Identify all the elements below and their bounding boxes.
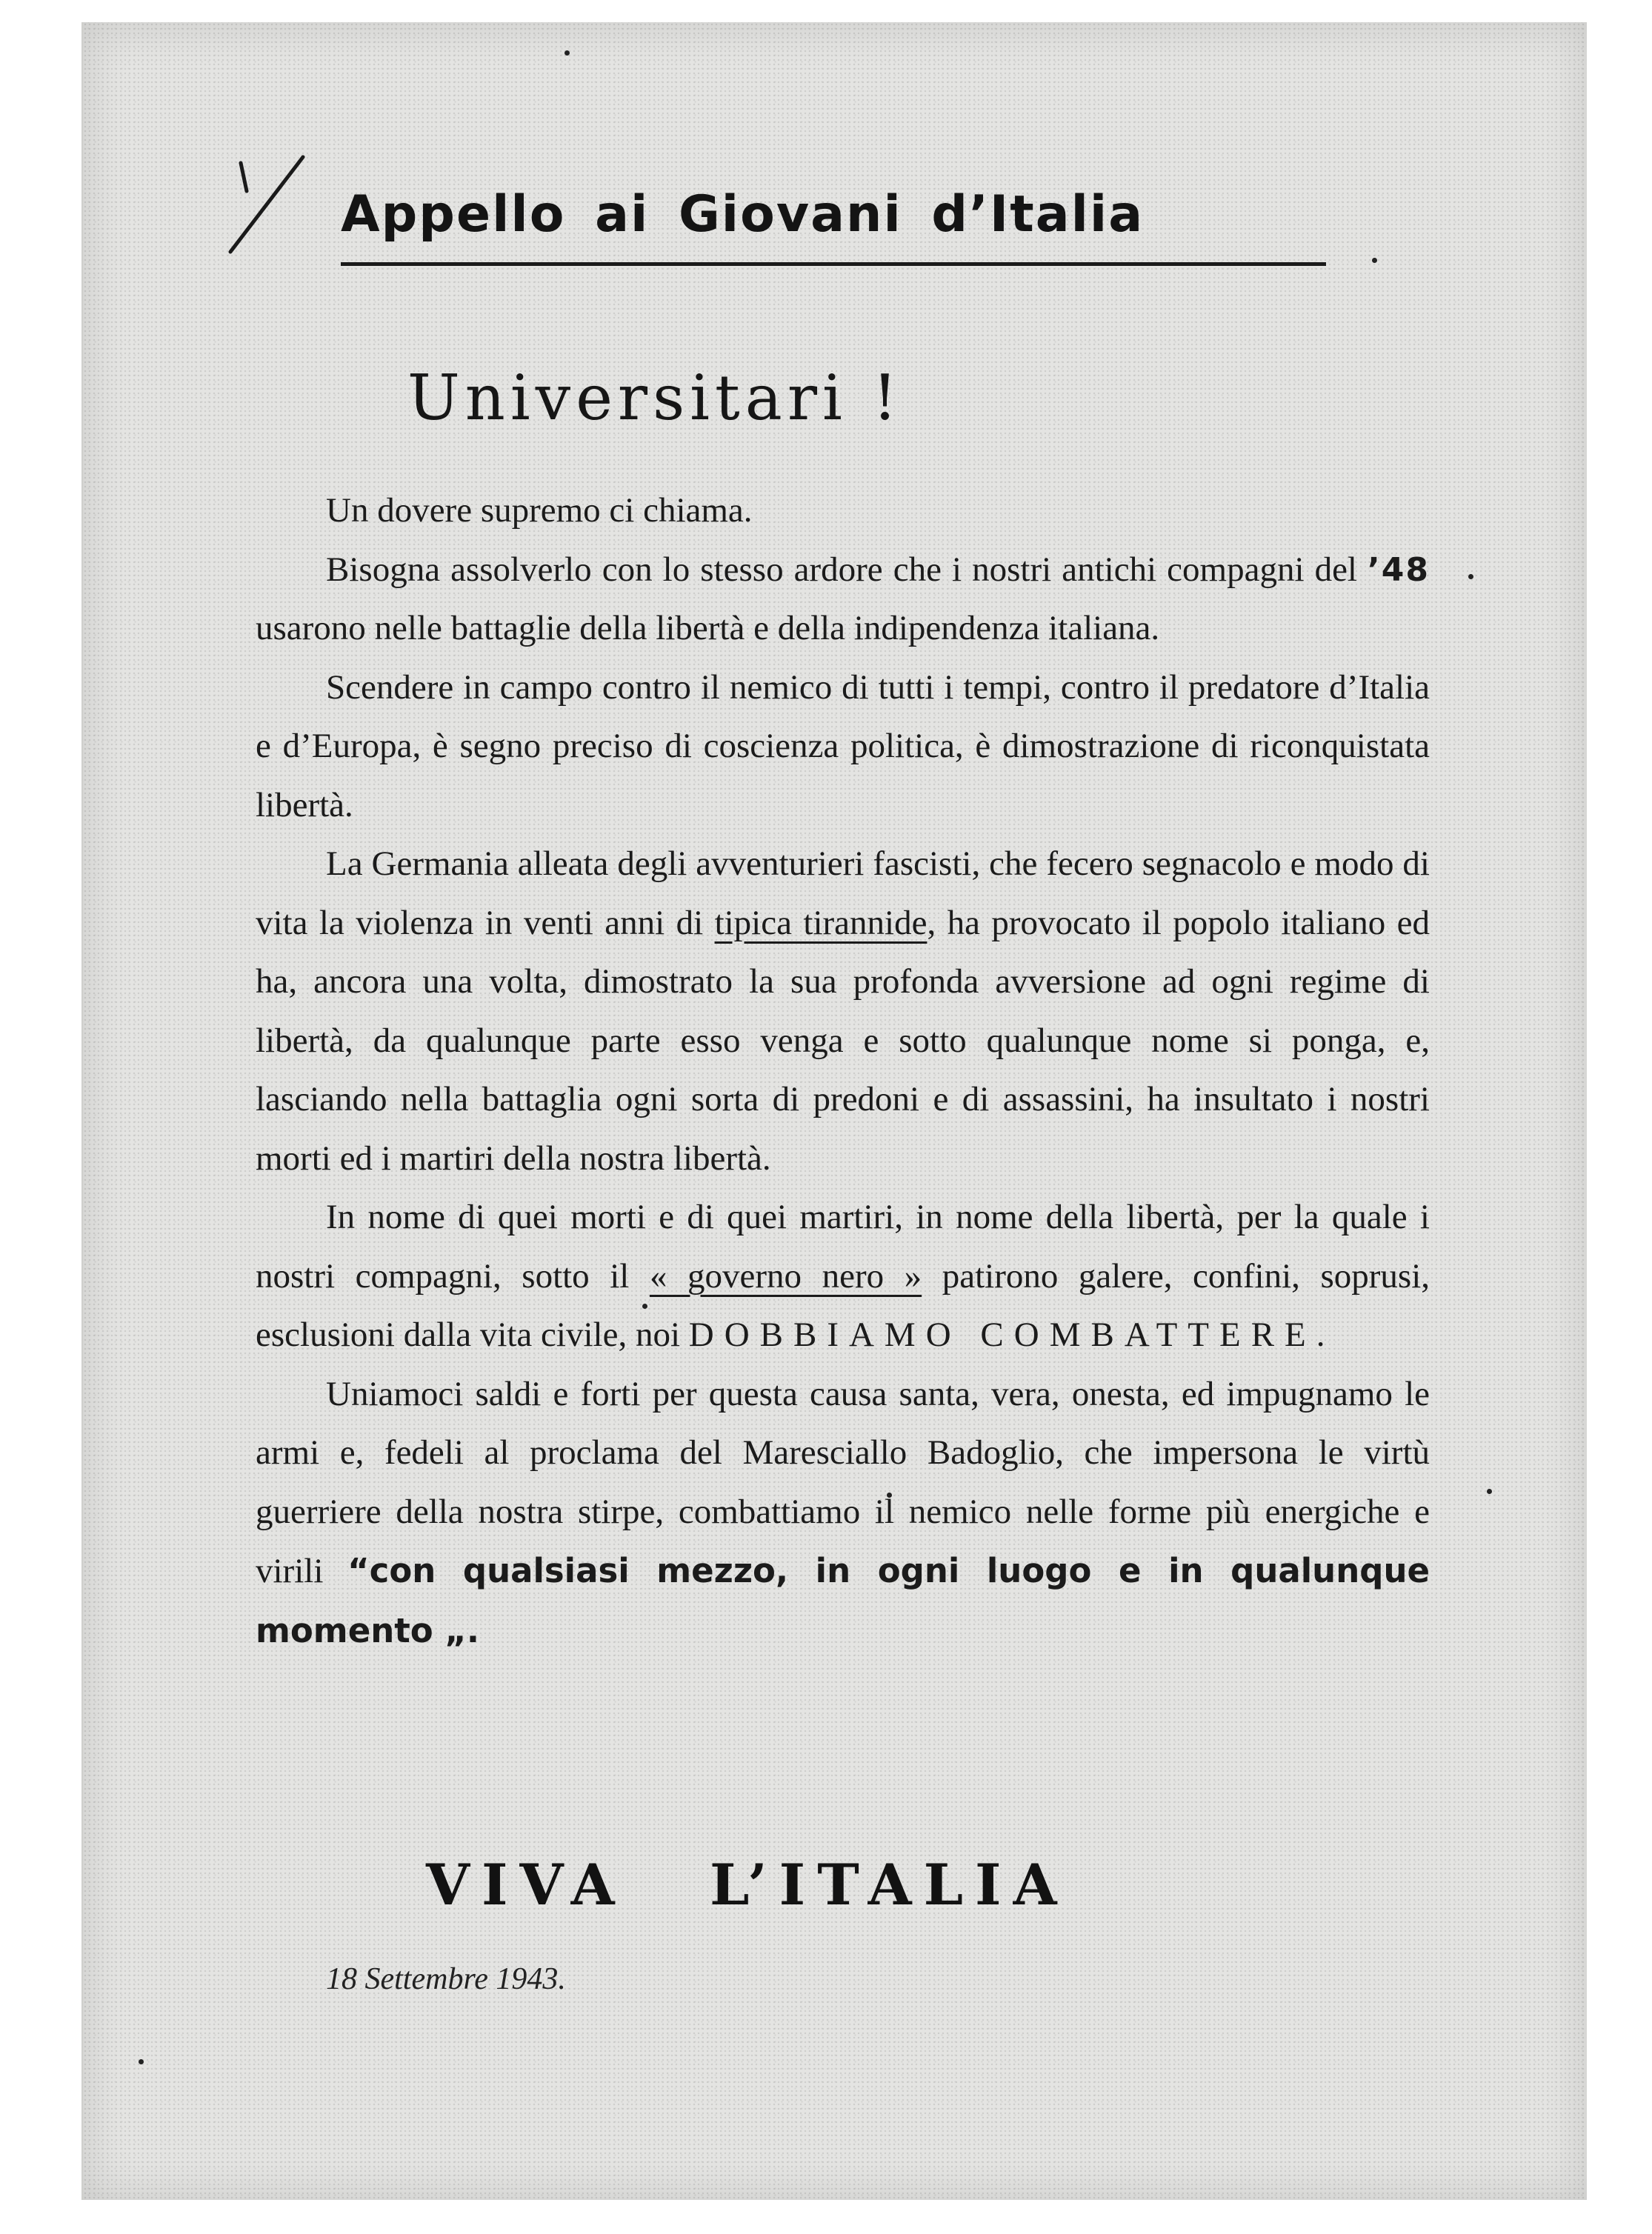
paragraph-2-text-a: Bisogna assolverlo con lo stesso ardore che i nostri antichi compagni del [326,550,1368,589]
paragraph-5-text-a: In nome di quei morti e di quei martiri, in nome della libertà, per la quale i nostri compagni, sotto il [256,1198,1430,1296]
paragraph-4 [256,835,1430,1188]
paragraph-6-text-a: Uniamoci saldi e forti per questa causa santa, vera, onesta, ed impugnamo le armi e, fedeli al proclama del Maresciallo Badoglio, che impersona le virtù guerriere della nostra stirpe, combattiamo il nemico nelle forme più energiche e virili [256,1374,1430,1590]
paragraph-6 [256,1365,1430,1661]
paragraph-5 [256,1188,1430,1365]
ink-speck [1372,258,1377,263]
underlined-phrase: tipica tirannide [714,903,927,942]
ink-speck [1468,574,1473,579]
underlined-phrase: « governo nero » [649,1256,922,1296]
year-48: ’48 [1368,550,1430,589]
document-date: 18 Settembre 1943. [326,1962,566,1996]
paragraph-1 [256,481,1430,541]
paragraph-1-text: Un dovere supremo ci chiama. [326,491,753,530]
letter-body [256,481,1430,1661]
bold-quote: “con qualsiasi mezzo, in ogni luogo e in qualunque momento „. [256,1551,1430,1650]
spaced-emphasis: DOBBIAMO COMBATTERE [688,1316,1316,1354]
title-underline [341,262,1326,266]
paragraph-5-text-b: patirono galere, confini, soprusi, esclusioni dalla vita civile, noi [256,1256,1430,1354]
ink-speck [1487,1489,1492,1494]
paragraph-3 [256,658,1430,836]
ink-speck [139,2059,144,2064]
page-subtitle: Universitari ! [407,361,903,434]
ink-speck [564,50,570,56]
paragraph-3-text: Scendere in campo contro il nemico di tutti i tempi, contro il predatore d’Italia e d’Europa, è segno preciso di coscienza politica, è dimostrazione di riconquistata libertà. [256,667,1430,824]
handwritten-mark-icon [220,148,316,259]
paragraph-2 [256,541,1430,658]
paragraph-5-end: . [1316,1316,1325,1354]
paragraph-2-text-b: usarono nelle battaglie della libertà e della indipendenza italiana. [256,609,1160,647]
paragraph-4-text-b: , ha provocato il popolo italiano ed ha, ancora una volta, dimostrato la sua profonda avversione ad ogni regime di libertà, da qualunque parte esso venga e sotto qualunque nome si ponga, e, lasciando nella battaglia ogni sorta di predoni e di assassini, ha insultato i nostri morti ed i martiri della nostra libertà. [256,903,1430,1178]
closing-slogan: VIVA L’ITALIA [426,1852,1069,1918]
page-title: Appello ai Giovani d’Italia [341,185,1145,244]
paragraph-4-text-a: La Germania alleata degli avventurieri fascisti, che fecero segnacolo e modo di vita la violenza in venti anni di [256,844,1430,942]
